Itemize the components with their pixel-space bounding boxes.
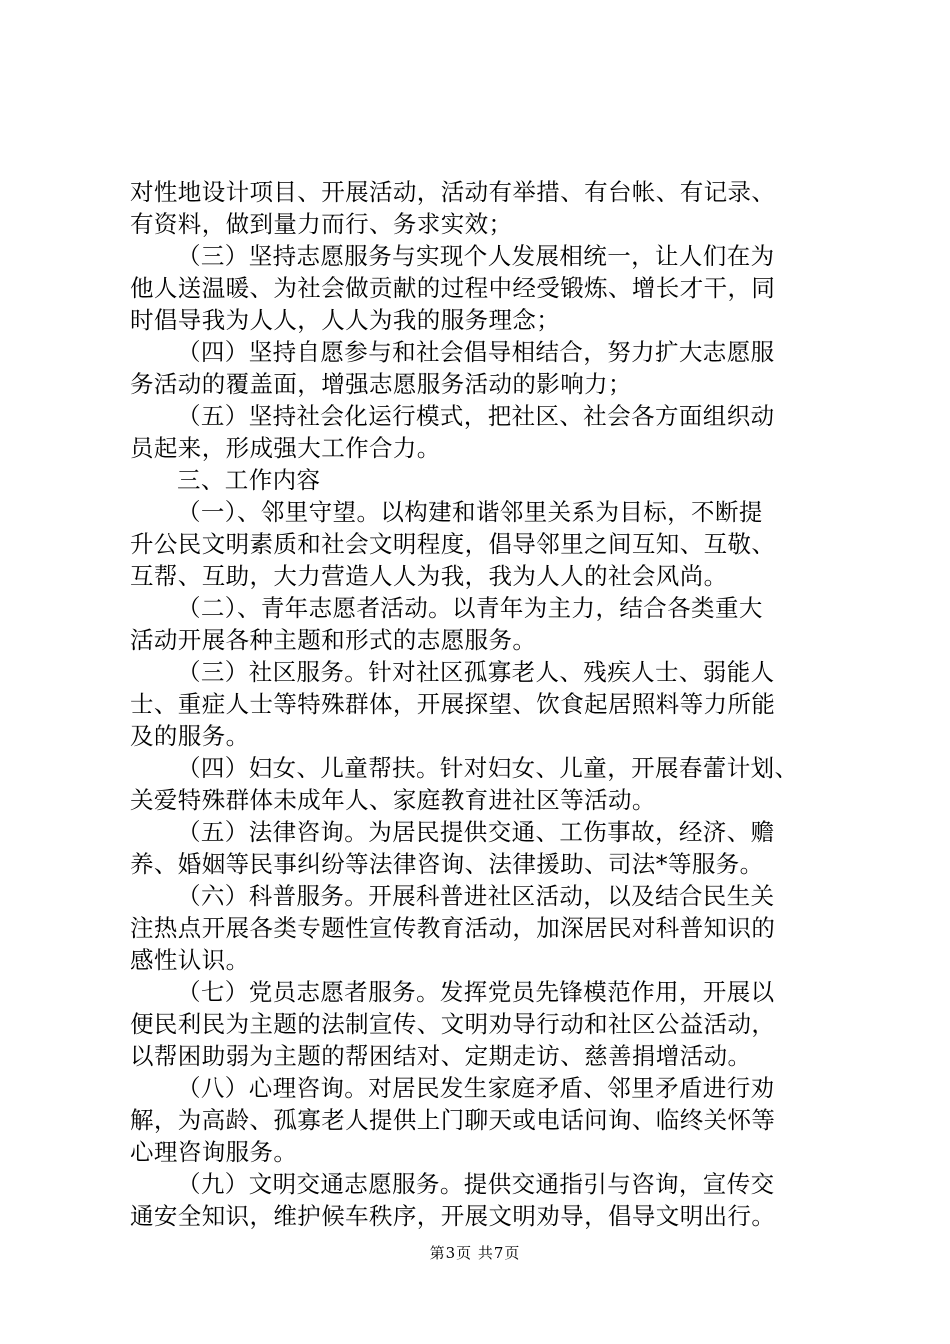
text-line: 以帮困助弱为主题的帮困结对、定期走访、慈善捐增活动。 xyxy=(130,1042,752,1070)
text-line: （九）文明交通志愿服务。提供交通指引与咨询，宣传交 xyxy=(177,1170,775,1198)
text-line: 活动开展各种主题和形式的志愿服务。 xyxy=(130,626,537,654)
text-line: （三）坚持志愿服务与实现个人发展相统一，让人们在为 xyxy=(177,242,775,270)
text-line: 注热点开展各类专题性宣传教育活动，加深居民对科普知识的 xyxy=(130,914,776,942)
text-line: 对性地设计项目、开展活动，活动有举措、有台帐、有记录、 xyxy=(130,178,776,206)
text-line: （四）妇女、儿童帮扶。针对妇女、儿童，开展春蕾计划、 xyxy=(177,754,799,782)
text-line: 升公民文明素质和社会文明程度，倡导邻里之间互知、互敬、 xyxy=(130,530,776,558)
text-line: （二）、青年志愿者活动。以青年为主力，结合各类重大 xyxy=(177,594,763,622)
text-line: （五）法律咨询。为居民提供交通、工伤事故，经济、赡 xyxy=(177,818,775,846)
text-line: （八）心理咨询。对居民发生家庭矛盾、邻里矛盾进行劝 xyxy=(177,1074,775,1102)
text-line: 及的服务。 xyxy=(130,722,250,750)
text-line: （四）坚持自愿参与和社会倡导相结合，努力扩大志愿服 xyxy=(177,338,775,366)
document-body xyxy=(130,176,840,1232)
text-line: 员起来，形成强大工作合力。 xyxy=(130,434,441,462)
text-line: 他人送温暖、为社会做贡献的过程中经受锻炼、增长才干，同 xyxy=(130,274,776,302)
text-line: （五）坚持社会化运行模式，把社区、社会各方面组织动 xyxy=(177,402,775,430)
text-line: 解，为高龄、孤寡老人提供上门聊天或电话问询、临终关怀等 xyxy=(130,1106,776,1134)
text-line: 感性认识。 xyxy=(130,946,250,974)
text-line: 士、重症人士等特殊群体，开展探望、饮食起居照料等力所能 xyxy=(130,690,776,718)
text-line: 关爱特殊群体未成年人、家庭教育进社区等活动。 xyxy=(130,786,656,814)
text-line: （六）科普服务。开展科普进社区活动，以及结合民生关 xyxy=(177,882,775,910)
text-line: （一）、邻里守望。以构建和谐邻里关系为目标，不断提 xyxy=(177,498,763,526)
text-line: 心理咨询服务。 xyxy=(130,1138,298,1166)
text-line: 有资料，做到量力而行、务求实效； xyxy=(130,210,513,238)
text-line: 时倡导我为人人，人人为我的服务理念； xyxy=(130,306,561,334)
page-footer: 第3页 共7页 xyxy=(429,1244,521,1262)
text-line: （三）社区服务。针对社区孤寡老人、残疾人士、弱能人 xyxy=(177,658,775,686)
text-line: 养、婚姻等民事纠纷等法律咨询、法律援助、司法*等服务。 xyxy=(130,850,764,878)
text-line: 务活动的覆盖面，增强志愿服务活动的影响力； xyxy=(130,370,632,398)
text-line: 三、工作内容 xyxy=(177,466,321,494)
text-line: 互帮、互助，大力营造人人为我，我为人人的社会风尚。 xyxy=(130,562,728,590)
text-line: 通安全知识，维护候车秩序，开展文明劝导，倡导文明出行。 xyxy=(130,1202,776,1230)
text-line: 便民利民为主题的法制宣传、文明劝导行动和社区公益活动， xyxy=(130,1010,776,1038)
text-line: （七）党员志愿者服务。发挥党员先锋模范作用，开展以 xyxy=(177,978,775,1006)
